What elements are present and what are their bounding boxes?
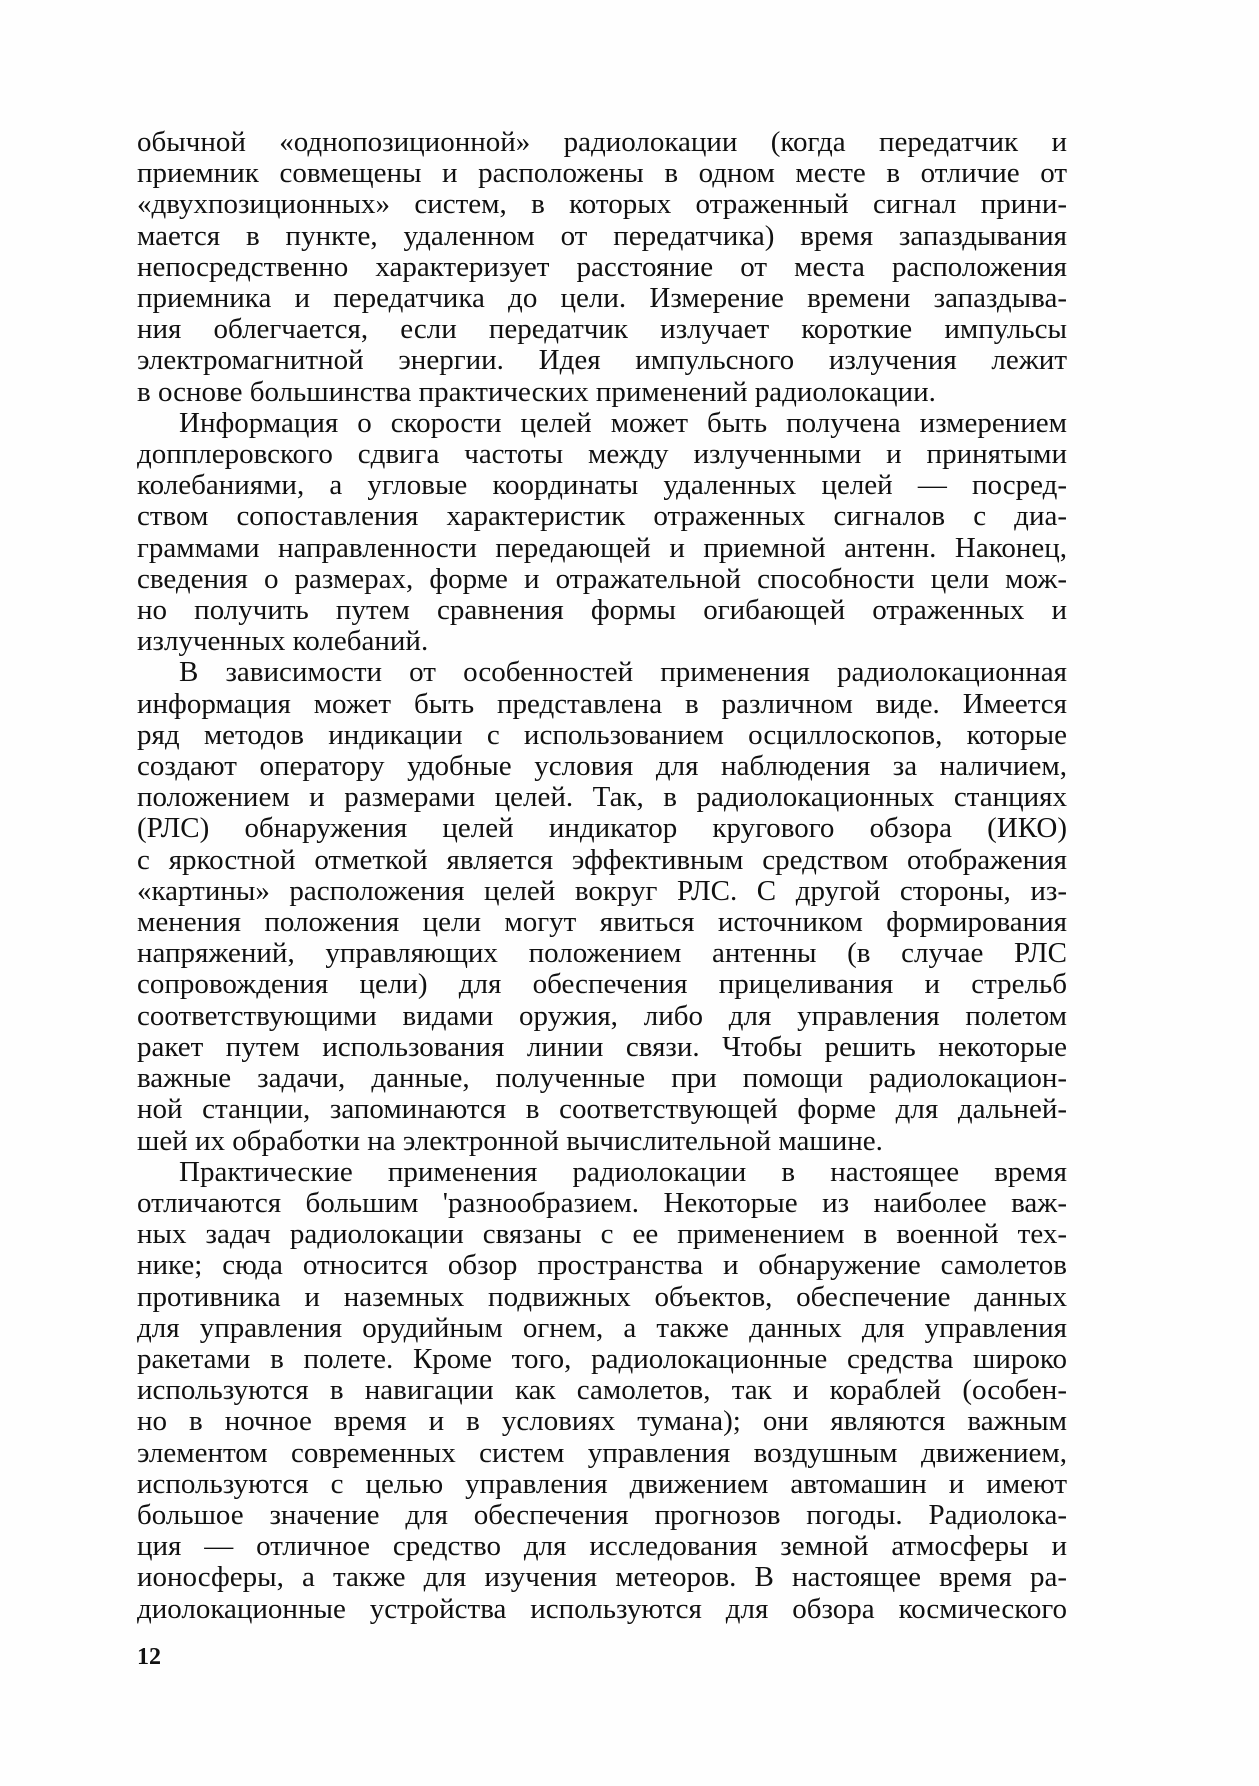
text-line: менения положения цели могут явиться источником формирования	[137, 906, 1067, 939]
body-text	[137, 127, 1067, 1625]
text-line: приемник совмещены и расположены в одном месте в отличие от	[137, 157, 1067, 190]
text-line: В зависимости от особенностей применения радиолокационная	[179, 656, 1067, 689]
text-line: отличаются большим 'разнообразием. Некоторые из наиболее важ-	[137, 1186, 1067, 1219]
text-line: соответствующими видами оружия, либо для управления полетом	[137, 999, 1067, 1032]
paragraph-1	[137, 127, 1067, 408]
text-line: граммами направленности передающей и приемной антенн. Наконец,	[137, 531, 1067, 564]
text-line: но получить путем сравнения формы огибающей отраженных и	[137, 594, 1067, 627]
text-line: «картины» расположения целей вокруг РЛС. С другой стороны, из-	[137, 874, 1067, 907]
text-line: противника и наземных подвижных объектов, обеспечение данных	[137, 1280, 1067, 1313]
text-line: ряд методов индикации с использованием осциллоскопов, которые	[137, 718, 1067, 751]
text-line: используются в навигации как самолетов, так и кораблей (особен-	[137, 1374, 1067, 1407]
text-line: сведения о размерах, форме и отражательной способности цели мож-	[137, 562, 1067, 595]
text-line: важные задачи, данные, полученные при помощи радиолокацион-	[137, 1062, 1067, 1095]
text-line: создают оператору удобные условия для наблюдения за наличием,	[137, 750, 1067, 783]
text-line: колебаниями, а угловые координаты удаленных целей — посред-	[137, 469, 1067, 502]
text-line: ной станции, запоминаются в соответствующей форме для дальней-	[137, 1093, 1067, 1126]
paragraph-3	[137, 657, 1067, 1156]
text-line: в основе большинства практических применений радиолокации.	[137, 375, 936, 408]
text-line: ракетами в полете. Кроме того, радиолокационные средства широко	[137, 1342, 1067, 1375]
text-line: ством сопоставления характеристик отраженных сигналов с диа-	[137, 500, 1067, 533]
text-line: диолокационные устройства используются для обзора космического	[137, 1592, 1067, 1625]
text-line: напряжений, управляющих положением антенны (в случае РЛС	[137, 937, 1067, 970]
text-line: большое значение для обеспечения прогнозов погоды. Радиолока-	[137, 1498, 1067, 1531]
text-line: (РЛС) обнаружения целей индикатор кругового обзора (ИКО)	[137, 812, 1067, 845]
text-line: ция — отличное средство для исследования земной атмосферы и	[137, 1530, 1067, 1563]
text-line: электромагнитной энергии. Идея импульсного излучения лежит	[137, 344, 1067, 377]
text-line: но в ночное время и в условиях тумана); они являются важным	[137, 1405, 1067, 1438]
page-number: 12	[137, 1644, 161, 1670]
text-line: используются с целью управления движением автомашин и имеют	[137, 1467, 1067, 1500]
text-line: положением и размерами целей. Так, в радиолокационных станциях	[137, 781, 1067, 814]
text-line: ракет путем использования линии связи. Чтобы решить некоторые	[137, 1030, 1067, 1063]
text-line: Практические применения радиолокации в настоящее время	[179, 1155, 1067, 1188]
text-line: ионосферы, а также для изучения метеоров. В настоящее время ра-	[137, 1561, 1067, 1594]
paragraph-2	[137, 408, 1067, 658]
text-line: допплеровского сдвига частоты между излученными и принятыми	[137, 438, 1067, 471]
text-line: нике; сюда относится обзор пространства и обнаружение самолетов	[137, 1249, 1067, 1282]
paragraph-4	[137, 1157, 1067, 1625]
text-line: непосредственно характеризует расстояние от места расположения	[137, 250, 1067, 283]
text-line: для управления орудийным огнем, а также данных для управления	[137, 1311, 1067, 1344]
text-line: с яркостной отметкой является эффективным средством отображения	[137, 843, 1067, 876]
text-line: сопровождения цели) для обеспечения прицеливания и стрельб	[137, 968, 1067, 1001]
text-line: «двухпозиционных» систем, в которых отраженный сигнал прини-	[137, 188, 1067, 221]
text-line: излученных колебаний.	[137, 625, 429, 658]
text-line: приемника и передатчика до цели. Измерение времени запаздыва-	[137, 282, 1067, 315]
text-line: обычной «однопозиционной» радиолокации (когда передатчик и	[137, 126, 1067, 158]
text-line: элементом современных систем управления воздушным движением,	[137, 1436, 1067, 1469]
text-line: шей их обработки на электронной вычислительной машине.	[137, 1124, 883, 1157]
text-line: информация может быть представлена в различном виде. Имеется	[137, 687, 1067, 720]
text-line: Информация о скорости целей может быть получена измерением	[179, 406, 1067, 439]
text-line: мается в пункте, удаленном от передатчика) время запаздывания	[137, 219, 1067, 252]
text-line: ния облегчается, если передатчик излучает короткие импульсы	[137, 313, 1067, 346]
text-line: ных задач радиолокации связаны с ее применением в военной тех-	[137, 1218, 1067, 1251]
